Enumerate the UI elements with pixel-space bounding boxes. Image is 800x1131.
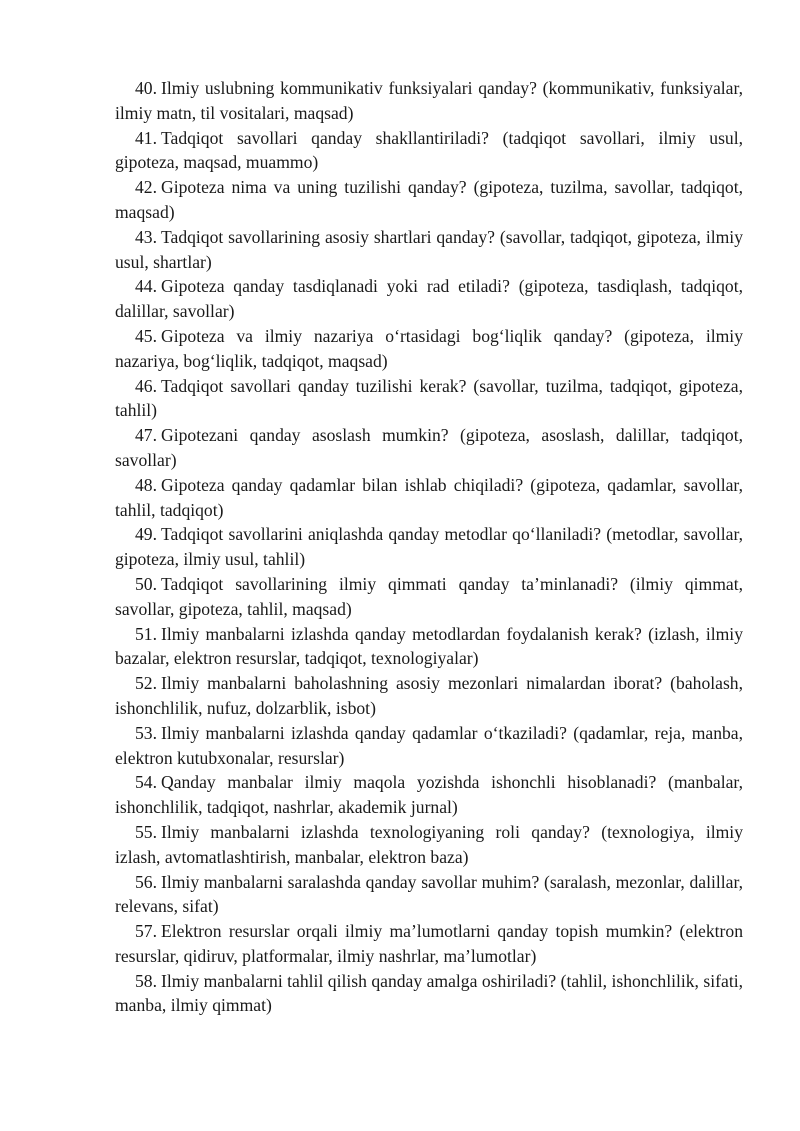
question-item [115,671,743,721]
question-item [115,969,743,1019]
question-text: Tadqiqot savollarining asosiy shartlari qanday? (savollar, tadqiqot, gipoteza, ilmiy usul, shartlar) [115,226,743,272]
question-number: 40. [135,78,157,98]
question-text: Gipoteza va ilmiy nazariya oʻrtasidagi bogʻliqlik qanday? (gipoteza, ilmiy nazariya, bogʻliqlik, tadqiqot, maqsad) [115,325,743,371]
question-item [115,820,743,870]
question-number: 52. [135,673,157,694]
question-number: 43. [135,226,157,247]
question-text: Ilmiy uslubning kommunikativ funksiyalari qanday? (kommunikativ, funksiyalar, ilmiy matn, til vositalari, maqsad) [115,78,743,123]
document-page [115,76,743,1018]
question-item [115,870,743,920]
question-number: 56. [135,871,157,892]
question-text: Ilmiy manbalarni saralashda qanday savollar muhim? (saralash, mezonlar, dalillar, relevans, sifat) [115,871,743,917]
question-number: 48. [135,474,157,495]
question-item [115,473,743,523]
question-number: 53. [135,722,157,743]
question-number: 51. [135,623,157,644]
question-item [115,324,743,374]
question-number: 49. [135,524,157,545]
question-number: 41. [135,127,157,148]
question-text: Ilmiy manbalarni tahlil qilish qanday amalga oshiriladi? (tahlil, ishonchlilik, sifati, manba, ilmiy qimmat) [115,970,743,1016]
question-item [115,572,743,622]
question-item [115,374,743,424]
question-text: Ilmiy manbalarni baholashning asosiy mezonlari nimalardan iborat? (baholash, ishonchlilik, nufuz, dolzarblik, isbot) [115,673,743,718]
question-item [115,522,743,572]
question-item [115,225,743,275]
question-item [115,76,743,126]
question-text: Ilmiy manbalarni izlashda qanday metodlardan foydalanish kerak? (izlash, ilmiy bazalar, elektron resurslar, tadqiqot, texnologiyalar) [115,623,743,669]
question-text: Gipotezani qanday asoslash mumkin? (gipoteza, asoslash, dalillar, tadqiqot, savollar) [115,425,743,470]
question-number: 42. [135,177,157,198]
question-number: 45. [135,325,157,346]
question-number: 47. [135,425,157,446]
question-number: 58. [135,970,157,991]
question-text: Qanday manbalar ilmiy maqola yozishda ishonchli hisoblanadi? (manbalar, ishonchlilik, tadqiqot, nashrlar, akademik jurnal) [115,772,743,818]
question-item [115,919,743,969]
question-text: Tadqiqot savollari qanday shakllantiriladi? (tadqiqot savollari, ilmiy usul, gipoteza, maqsad, muammo) [115,127,743,173]
question-text: Gipoteza nima va uning tuzilishi qanday? (gipoteza, tuzilma, savollar, tadqiqot, maqsad) [115,177,743,222]
question-item [115,770,743,820]
question-item [115,126,743,176]
question-text: Tadqiqot savollarining ilmiy qimmati qanday taʼminlanadi? (ilmiy qimmat, savollar, gipoteza, tahlil, maqsad) [115,573,743,619]
question-item [115,274,743,324]
question-number: 44. [135,276,157,297]
question-item [115,622,743,672]
question-item [115,721,743,771]
question-text: Ilmiy manbalarni izlashda texnologiyaning roli qanday? (texnologiya, ilmiy izlash, avtomatlashtirish, manbalar, elektron baza) [115,821,743,867]
question-text: Elektron resurslar orqali ilmiy maʼlumotlarni qanday topish mumkin? (elektron resurslar, qidiruv, platformalar, ilmiy nashrlar, maʼlumotlar) [115,921,743,966]
question-number: 57. [135,921,157,942]
question-item [115,423,743,473]
question-number: 54. [135,772,157,793]
question-text: Gipoteza qanday tasdiqlanadi yoki rad etiladi? (gipoteza, tasdiqlash, tadqiqot, dalillar, savollar) [115,276,743,322]
question-number: 46. [135,375,157,396]
question-number: 50. [135,573,157,594]
question-text: Tadqiqot savollari qanday tuzilishi kerak? (savollar, tuzilma, tadqiqot, gipoteza, tahlil) [115,375,743,421]
question-item [115,175,743,225]
question-text: Tadqiqot savollarini aniqlashda qanday metodlar qoʻllaniladi? (metodlar, savollar, gipoteza, ilmiy usul, tahlil) [115,524,743,570]
question-text: Gipoteza qanday qadamlar bilan ishlab chiqiladi? (gipoteza, qadamlar, savollar, tahlil, tadqiqot) [115,474,743,520]
question-number: 55. [135,821,157,842]
question-text: Ilmiy manbalarni izlashda qanday qadamlar oʻtkaziladi? (qadamlar, reja, manba, elektron kutubxonalar, resurslar) [115,722,743,768]
